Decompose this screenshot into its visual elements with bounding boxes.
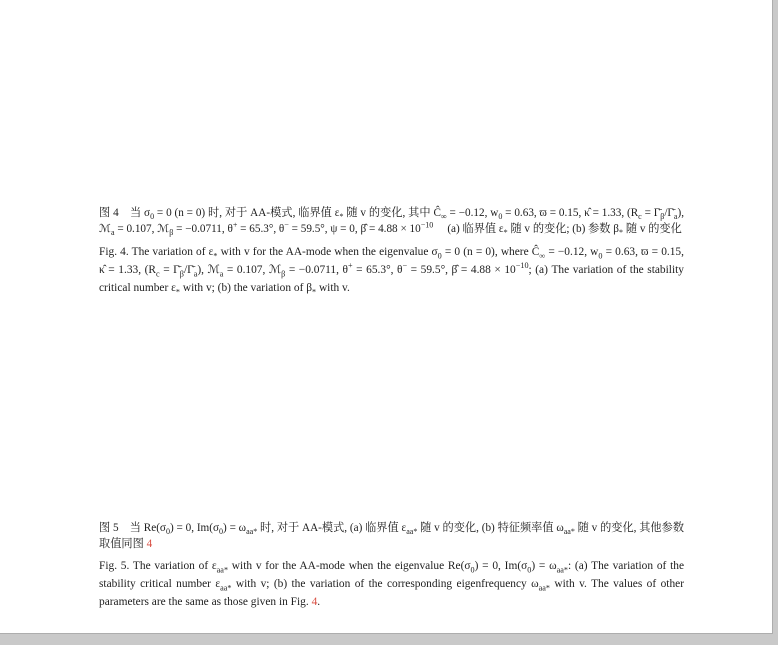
figure-4-caption-en: Fig. 4. The variation of $\varepsilon_*$ with v for the AA-mode when the eigenvalue $\sigma_0 = 0$ (n = 0), where $Ĉ_\infty = -0.12$, $w_0 = 0.63$, ϖ = 0.15, κ̂ = 1.33, ($R_c$ = $\Gammā_\beta/\Gammā_a$), ℳ$_a$ = 0.107, ℳ$_\beta$ = −0.0711, θ+ = 65.3°, θ− = 59.5°, β̂ = $4.88 \times 10^{-10}$; (a) The variation of the stability critical number $\varepsilon_*$ with v; (b) the variation of $\beta_*$ with v. [99,246,684,297]
figure-5b-chart [412,301,684,515]
figure-4b-chart [412,4,684,200]
figure-5-caption-en: Fig. 5. The variation of $\varepsilon_{aa*}$ with v for the AA-mode when the eigenvalue $Re(\sigma_0) = 0$, $Im(\sigma_0) = \omega_{aa*}$: (a) The variation of the stability critical number $\varepsilon_{aa*}$ with v; (b) the variation of the corresponding eigenfrequency $\omega_{aa*}$ with v. The values of other parameters are the same as those given in Fig. 4. [99,560,685,608]
figure-5-caption-zh: 图 5 当 $Re(\sigma_0) = 0$, $Im(\sigma_0) = \omega_{aa*}$ 时, 对于 AA-模式, (a) 临界值 $\varepsilon_{aa*}$ 随 v 的变化, (b) 特征频率值 $\omega_{aa*}$ 随 v 的变化, 其他参数取值同图 4 [99,522,685,550]
figure-5-panels [99,301,684,515]
figure-4-panels [99,4,684,200]
figure-5a-chart [129,301,401,515]
figure-4a-chart [129,4,401,200]
figure-4-caption-zh: 图 4 当 $\sigma_0 = 0$ (n = 0) 时, 对于 AA-模式, 临界值 $\varepsilon_*$ 随 v 的变化, 其中 $Ĉ_\infty = -0.12$, $w_0 = 0.63$, ϖ = 0.15, κ̂ = 1.33, ($R_c$ = $\Gammā_\beta/\Gammā_a$), ℳ$_a$ = 0.107, ℳ$_\beta$ = −0.0711, θ+ = 65.3°, θ− = 59.5°, ψ = 0, β̂ = $4.88 \times 10^{-10}$ (a) 临界值 $\varepsilon_*$ 随 v 的变化; (b) 参数 $\beta_*$ 随 v 的变化 [99,207,685,237]
page-content [99,0,684,611]
figure-reference-link[interactable]: 4 [311,596,318,608]
figure-reference-link[interactable]: 4 [146,537,153,550]
